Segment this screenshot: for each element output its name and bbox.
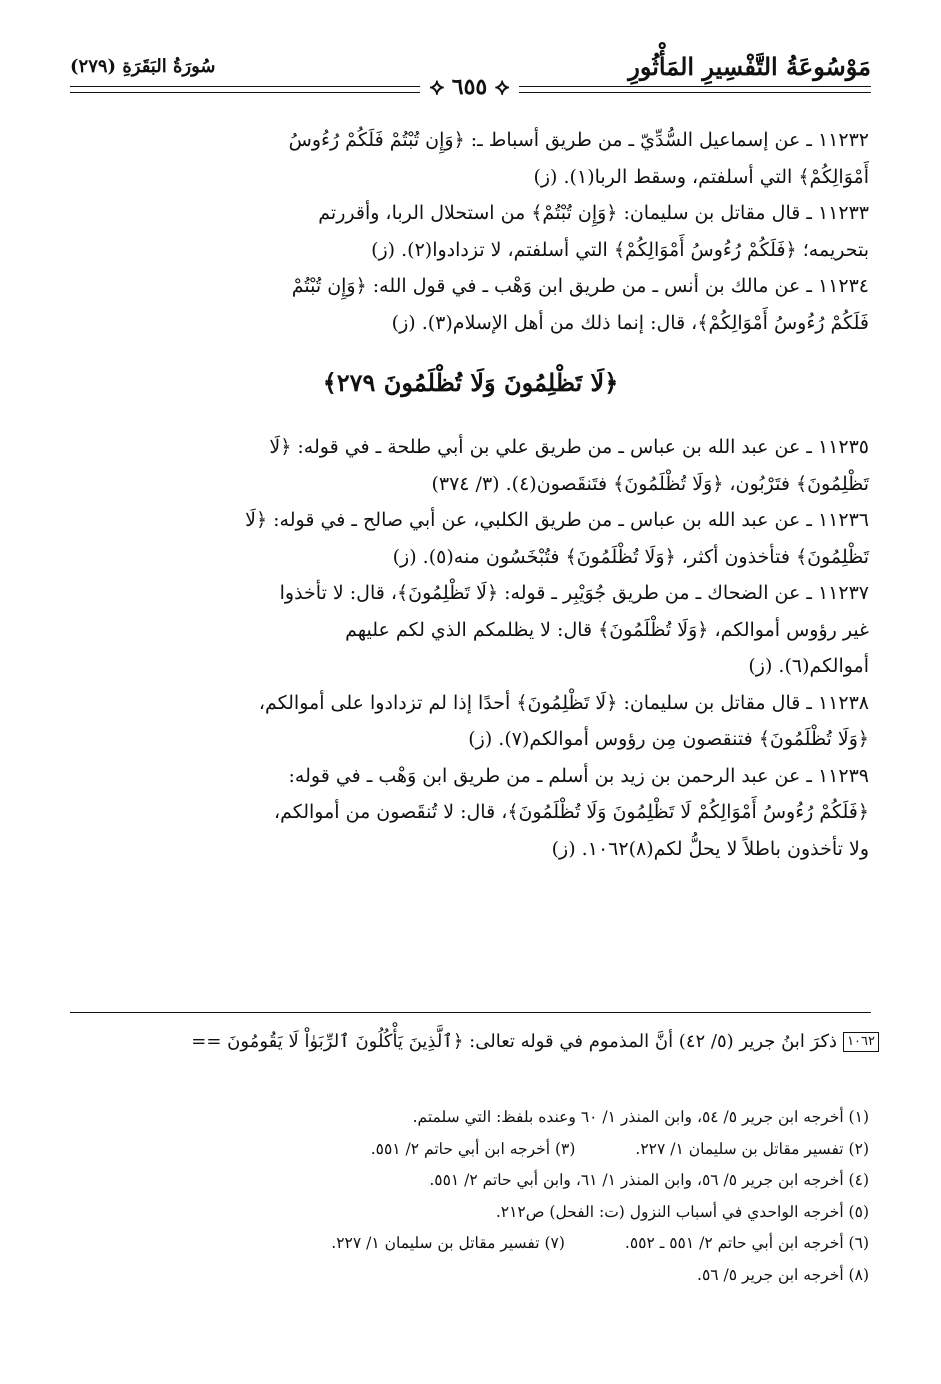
entry-line: ١١٢٣٨ ـ قال مقاتل بن سليمان: ﴿لَا تَظْلِمُونَ﴾ أحدًا إذا لم تزدادوا على أموالكم، <box>258 691 869 714</box>
surah-reference: سُورَةُ البَقَرَةِ (٢٧٩) <box>70 56 216 77</box>
entry-line: ١١٢٣٩ ـ عن عبد الرحمن بن زيد بن أسلم ـ من طريق ابن وَهْب ـ في قوله: <box>288 764 869 787</box>
footnote: (٨) أخرجه ابن جرير ٥/ ٥٦. <box>697 1265 869 1284</box>
entry-11235 <box>72 429 869 502</box>
footnote-separator <box>70 1012 871 1013</box>
entry-line: بتحريمه؛ ﴿فَلَكُمْ رُءُوسُ أَمْوَالِكُمْ﴾ التي أسلفتم، لا تزدادوا(٢). (ز) <box>371 238 869 261</box>
entry-line: ١١٢٣٥ ـ عن عبد الله بن عباس ـ من طريق علي بن أبي طلحة ـ في قوله: ﴿لَا <box>269 436 869 458</box>
header-rule <box>70 74 871 102</box>
entry-line: ١١٢٣٦ ـ عن عبد الله بن عباس ـ من طريق الكلبي، عن أبي صالح ـ في قوله: ﴿لَا <box>245 509 869 531</box>
entry-line: ١١٢٣٧ ـ عن الضحاك ـ من طريق جُوَيْبِر ـ قوله: ﴿لَا تَظْلِمُونَ﴾، قال: لا تأخذوا <box>279 582 869 604</box>
entry-11233 <box>72 195 869 268</box>
entry-line: غير رؤوس أموالكم، ﴿وَلَا تُظْلَمُونَ﴾ قال: لا يظلمكم الذي لكم عليهم <box>345 618 869 641</box>
entry-line: ﴿وَلَا تُظْلَمُونَ﴾ فتنقصون مِن رؤوس أموالكم(٧). (ز) <box>468 728 869 750</box>
footnote: (٣) أخرجه ابن أبي حاتم ٢/ ٥٥١. <box>370 1139 576 1158</box>
footnote-row <box>72 1260 869 1292</box>
main-text <box>72 122 869 867</box>
entry-line: ولا تأخذون باطلاً لا يحلُّ لكم(٨)١٠٦٢. (ز) <box>551 837 869 860</box>
footnote: (٧) تفسير مقاتل بن سليمان ١/ ٢٢٧. <box>331 1234 565 1252</box>
entry-11237 <box>72 575 869 685</box>
entry-11239 <box>72 758 869 868</box>
footnote: (٥) أخرجه الواحدي في أسباب النزول (ت: الفحل) ص٢١٢. <box>495 1202 869 1221</box>
footnote-row <box>72 1228 869 1260</box>
footnote: (٦) أخرجه ابن أبي حاتم ٢/ ٥٥١ ـ ٥٥٢. <box>624 1234 869 1252</box>
footnote: (٢) تفسير مقاتل بن سليمان ١/ ٢٢٧. <box>635 1139 869 1158</box>
book-title: مَوْسُوعَةُ التَّفْسِيرِ المَأْثُورِ <box>628 52 871 81</box>
entry-line: ﴿فَلَكُمْ رُءُوسُ أَمْوَالِكُمْ لَا تَظْلِمُونَ وَلَا تُظْلَمُونَ﴾، قال: لا تُنقَصون من أموالكم، <box>273 801 869 823</box>
entry-11232 <box>72 122 869 195</box>
header-rule-left <box>70 86 420 93</box>
entry-11238 <box>72 685 869 758</box>
footnotes <box>72 1102 869 1291</box>
footnote: (١) أخرجه ابن جرير ٥/ ٥٤، وابن المنذر ١/ ٦٠ وعنده بلفظ: التي سلمتم. <box>412 1108 869 1126</box>
editorial-note <box>62 1022 879 1062</box>
footnote-row <box>72 1102 869 1134</box>
header-rule-right <box>519 86 871 93</box>
footnote: (٤) أخرجه ابن جرير ٥/ ٥٦، وابن المنذر ١/ ٦١، وابن أبي حاتم ٢/ ٥٥١. <box>429 1171 869 1189</box>
verse-heading: ﴿لَا تَظْلِمُونَ وَلَا تُظْلَمُونَ ٢٧٩﴾ <box>322 368 619 397</box>
entry-11236 <box>72 502 869 575</box>
entry-11234 <box>72 268 869 341</box>
note-text: ذكرَ ابنُ جرير (٥/ ٤٢) أنَّ المذموم في قوله تعالى: ﴿ٱلَّذِينَ يَأْكُلُونَ ٱلرِّبَوٰاْ لَا يَقُومُونَ == <box>191 1031 838 1052</box>
page-number: ⟡ ٦٥٥ ⟡ <box>429 74 510 100</box>
footnote-row <box>72 1165 869 1197</box>
note-number-box: ١٠٦٢ <box>843 1032 879 1052</box>
entry-line: تَظْلِمُونَ﴾ فتَرْبُون، ﴿وَلَا تُظْلَمُونَ﴾ فتَنقَصون(٤). (٣/ ٣٧٤) <box>431 472 869 495</box>
entry-line: ١١٢٣٤ ـ عن مالك بن أنس ـ من طريق ابن وَهْب ـ في قول الله: ﴿وَإِن تُبْتُمْ <box>291 275 869 297</box>
footnote-row <box>72 1134 869 1166</box>
footnote-row <box>72 1197 869 1229</box>
entry-line: تَظْلِمُونَ﴾ فتأخذون أكثر، ﴿وَلَا تُظْلَمُونَ﴾ فتُبْخَسُون منه(٥). (ز) <box>392 545 869 568</box>
entry-line: أَمْوَالِكُمْ﴾ التي أسلفتم، وسقط الربا(١). (ز) <box>533 165 869 188</box>
entry-line: ١١٢٣٣ ـ قال مقاتل بن سليمان: ﴿وَإِن تُبْتُمْ﴾ من استحلال الربا، وأقررتم <box>318 202 869 224</box>
entry-line: ١١٢٣٢ ـ عن إسماعيل السُّدِّيّ ـ من طريق أسباط ـ: ﴿وَإِن تُبْتُمْ فَلَكُمْ رُءُوسُ <box>288 129 869 151</box>
entry-line: أموالكم(٦). (ز) <box>748 655 869 677</box>
entry-line: فَلَكُمْ رُءُوسُ أَمْوَالِكُمْ﴾، قال: إنما ذلك من أهل الإسلام(٣). (ز) <box>391 311 869 334</box>
